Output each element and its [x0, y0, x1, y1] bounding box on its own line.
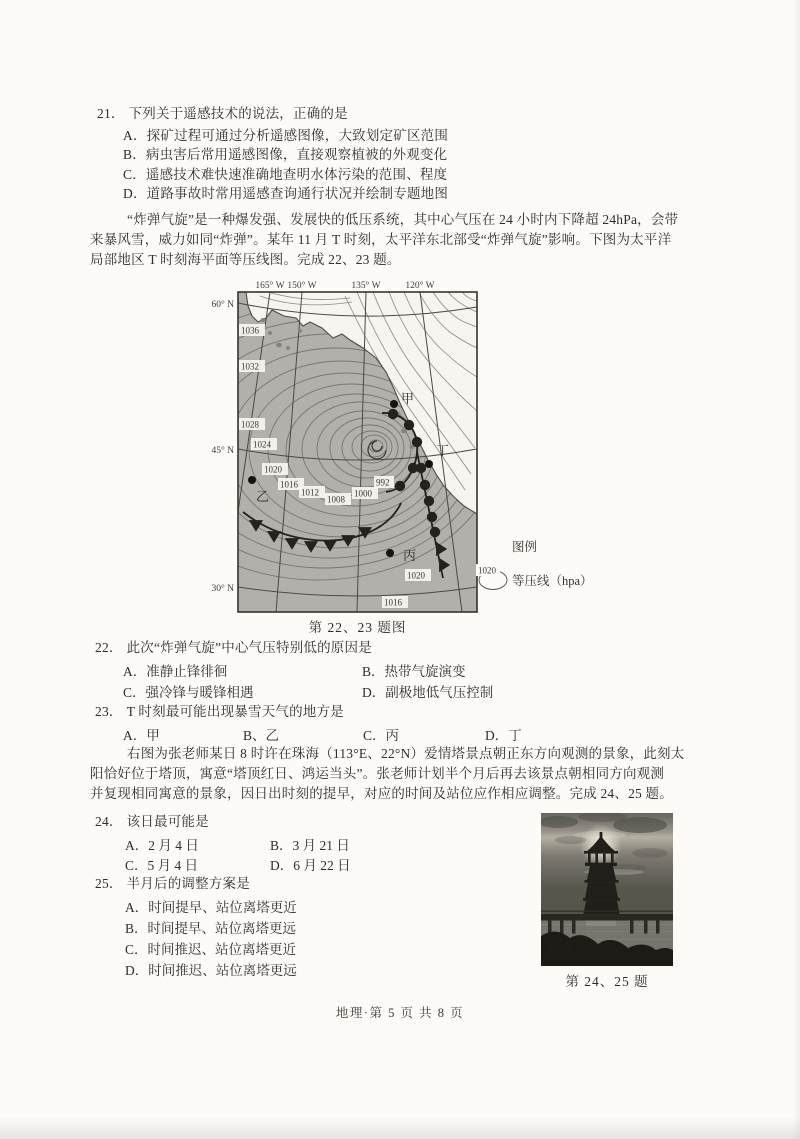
- passage2-line1: 右图为张老师某日 8 时许在珠海（113°E、22°N）爱情塔景点朝正东方向观测的景象，此刻太: [127, 746, 685, 761]
- question-21-stem: 21． 下列关于遥感技术的说法，正确的是: [97, 106, 348, 121]
- map-legend: [476, 539, 593, 590]
- svg-text:30° N: 30° N: [211, 584, 234, 594]
- svg-text:1020: 1020: [407, 570, 425, 581]
- q25-option-b: B．时间提早、站位离塔更远: [125, 921, 297, 936]
- q21-option-c: C．遥感技术难快速准确地查明水体污染的范围、程度: [123, 167, 448, 182]
- svg-text:1012: 1012: [301, 487, 319, 498]
- tower-photo: [541, 813, 673, 966]
- q24-option-d: D．6 月 22 日: [270, 858, 351, 873]
- q22-option-b: B．热带气旋演变: [362, 664, 466, 679]
- q21-option-a: A．探矿过程可通过分析遥感图像，大致划定矿区范围: [123, 128, 449, 143]
- svg-text:1028: 1028: [241, 419, 259, 430]
- passage2-line2: 阳恰好位于塔顶，寓意“塔顶红日、鸿运当头”。张老师计划半个月后再去该景点朝相同方向观测: [90, 766, 665, 781]
- photo-watermark: 神墙: [545, 941, 573, 956]
- legend-title: 图例: [512, 540, 538, 554]
- q25-option-c: C．时间推迟、站位离塔更近: [125, 942, 297, 957]
- legend-sample-value: 1020: [478, 565, 496, 576]
- svg-text:1008: 1008: [327, 494, 345, 505]
- question-22-stem: 22． 此次“炸弹气旋”中心气压特别低的原因是: [95, 640, 372, 655]
- question-23-number: 23．: [95, 704, 123, 719]
- svg-text:135° W: 135° W: [351, 281, 381, 291]
- question-22-number: 22．: [95, 640, 123, 655]
- q22-option-a: A．准静止锋徘徊: [123, 664, 228, 679]
- svg-text:60° N: 60° N: [211, 300, 234, 310]
- question-24-number: 24．: [95, 814, 123, 829]
- photo-caption: 第 24、25 题: [565, 974, 649, 989]
- q25-option-a: A．时间提早、站位离塔更近: [125, 900, 297, 915]
- svg-text:45° N: 45° N: [211, 446, 234, 456]
- svg-text:1016: 1016: [384, 597, 402, 608]
- passage2-line3: 并复现相同寓意的景象，因日出时刻的提早，对应的时间及站位应作相应调整。完成 24、25 题。: [90, 786, 673, 801]
- q21-option-b: B．病虫害后常用遥感图像，直接观察植被的外观变化: [123, 147, 448, 162]
- passage1-line2: 来暴风雪，威力如同“炸弹”。某年 11 月 T 时刻，太平洋东北部受“炸弹气旋”影响。下图为太平洋: [90, 232, 672, 247]
- svg-text:120° W: 120° W: [405, 281, 435, 291]
- question-25-number: 25．: [95, 876, 123, 891]
- point-label-yi: 乙: [256, 489, 270, 504]
- svg-text:1032: 1032: [241, 361, 259, 372]
- point-label-ding: 丁: [436, 443, 450, 458]
- passage1-line3: 局部地区 T 时刻海平面等压线图。完成 22、23 题。: [90, 252, 401, 267]
- q23-option-d: D．丁: [485, 728, 522, 743]
- q23-option-a: A．甲: [123, 728, 160, 743]
- svg-text:1036: 1036: [241, 325, 259, 336]
- passage1-line1: “炸弹气旋”是一种爆发强、发展快的低压系统，其中心气压在 24 小时内下降超 24hPa，会带: [127, 212, 679, 227]
- map-caption: 第 22、23 题图: [308, 620, 407, 635]
- weather-map: [198, 276, 602, 624]
- question-21-number: 21．: [97, 106, 125, 121]
- svg-text:150° W: 150° W: [287, 281, 317, 291]
- q24-option-a: A．2 月 4 日: [125, 838, 199, 853]
- q22-option-d: D．副极地低气压控制: [362, 685, 494, 700]
- legend-item-label: 等压线（hpa）: [512, 574, 593, 588]
- page-footer: 地理·第 5 页 共 8 页: [335, 1006, 465, 1020]
- question-25-stem: 25． 半月后的调整方案是: [95, 876, 250, 891]
- q23-option-c: C．丙: [363, 728, 400, 743]
- q25-option-d: D．时间推迟、站位离塔更远: [125, 963, 297, 978]
- svg-text:1020: 1020: [264, 464, 282, 475]
- svg-text:1024: 1024: [253, 439, 271, 450]
- scan-shadow-right: [792, 0, 800, 1139]
- q24-option-b: B．3 月 21 日: [270, 838, 350, 853]
- question-24-stem: 24． 该日最可能是: [95, 814, 209, 829]
- scan-shadow-bottom: [0, 1117, 800, 1139]
- point-label-jia: 甲: [401, 391, 415, 406]
- svg-text:1000: 1000: [354, 488, 372, 499]
- q21-option-d: D．道路事故时常用遥感查询通行状况并绘制专题地图: [123, 186, 449, 201]
- svg-text:165° W: 165° W: [255, 281, 285, 291]
- svg-text:1016: 1016: [280, 479, 298, 490]
- question-23-stem: 23． T 时刻最可能出现暴雪天气的地方是: [95, 704, 344, 719]
- svg-text:992: 992: [376, 477, 390, 488]
- q23-option-b: B、乙: [243, 728, 280, 743]
- q24-option-c: C．5 月 4 日: [125, 858, 199, 873]
- point-label-bing: 丙: [403, 548, 417, 563]
- q22-option-c: C．强冷锋与暖锋相遇: [123, 685, 254, 700]
